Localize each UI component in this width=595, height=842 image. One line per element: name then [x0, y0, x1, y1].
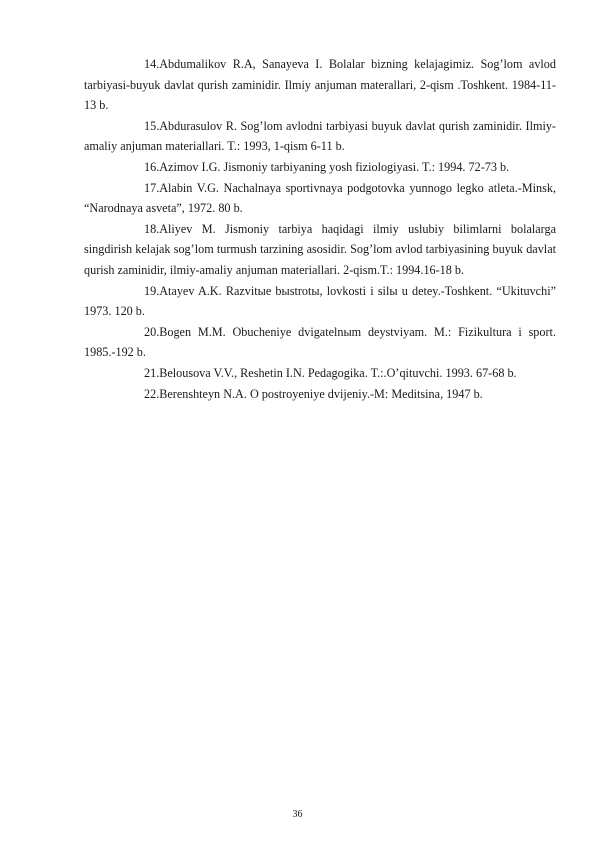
reference-item: [84, 281, 556, 322]
reference-text: Azimov I.G. Jismoniy tarbiyaning yosh fiziologiyasi. T.: 1994. 72-73 b.: [159, 159, 510, 174]
reference-text: Alabin V.G. Nachalnaya sportivnaya podgotovka yunnogo legko atleta.-Minsk, “Narodnaya asveta”, 1972. 80 b.: [84, 180, 556, 216]
reference-text: Abdumalikov R.A, Sanayeva I. Bolalar bizning kelajagimiz. Sog’lom avlod tarbiyasi-buyuk davlat qurish zaminidir. Ilmiy anjuman materallari, 2-qism .Toshkent. 1984-11-13 b.: [84, 57, 556, 113]
reference-item: [84, 219, 556, 281]
reference-item: [84, 54, 556, 116]
reference-number: 20.: [144, 324, 160, 339]
reference-number: 16.: [144, 159, 160, 174]
reference-item: [84, 322, 556, 363]
reference-number: 22.: [144, 386, 160, 401]
reference-text: Bogen M.M. Obucheniye dvigatelnыm deystviyam. M.: Fizikultura i sport. 1985.-192 b.: [84, 324, 556, 360]
reference-number: 18.: [144, 221, 160, 236]
reference-item: [84, 116, 556, 157]
reference-item: [84, 157, 556, 178]
reference-number: 21.: [144, 365, 160, 380]
reference-number: 19.: [144, 283, 160, 298]
reference-text: Aliyev M. Jismoniy tarbiya haqidagi ilmiy uslubiy bilimlarni bolalarga singdirish kelajak sog’lom turmush tarzining asosidir. Sog’lom avlod tarbiyasining buyuk davlat qurish zaminidir, ilmiy-amaliy anjuman materiallari. 2-qism.T.: 1994.16-18 b.: [84, 221, 556, 277]
reference-number: 14.: [144, 57, 160, 71]
reference-text: Abdurasulov R. Sog’lom avlodni tarbiyasi buyuk davlat qurish zaminidir. Ilmiy-amaliy anjuman materiallari. T.: 1993, 1-qism 6-11 b.: [84, 118, 556, 154]
reference-list: [84, 54, 556, 404]
reference-item: [84, 363, 556, 384]
reference-number: 17.: [144, 180, 160, 195]
reference-text: Belousova V.V., Reshetin I.N. Pedagogika. T.:.O’qituvchi. 1993. 67-68 b.: [159, 365, 517, 380]
reference-number: 15.: [144, 118, 160, 133]
page-number: 36: [292, 809, 303, 820]
reference-item: [84, 178, 556, 219]
reference-item: [84, 384, 556, 405]
reference-text: Atayev A.K. Razvitыe bыstrotы, lovkosti i silы u detey.-Toshkent. “Ukituvchi” 1973. 120 b.: [84, 283, 556, 319]
reference-text: Berenshteyn N.A. O postroyeniye dvijeniy.-M: Meditsina, 1947 b.: [159, 386, 483, 401]
